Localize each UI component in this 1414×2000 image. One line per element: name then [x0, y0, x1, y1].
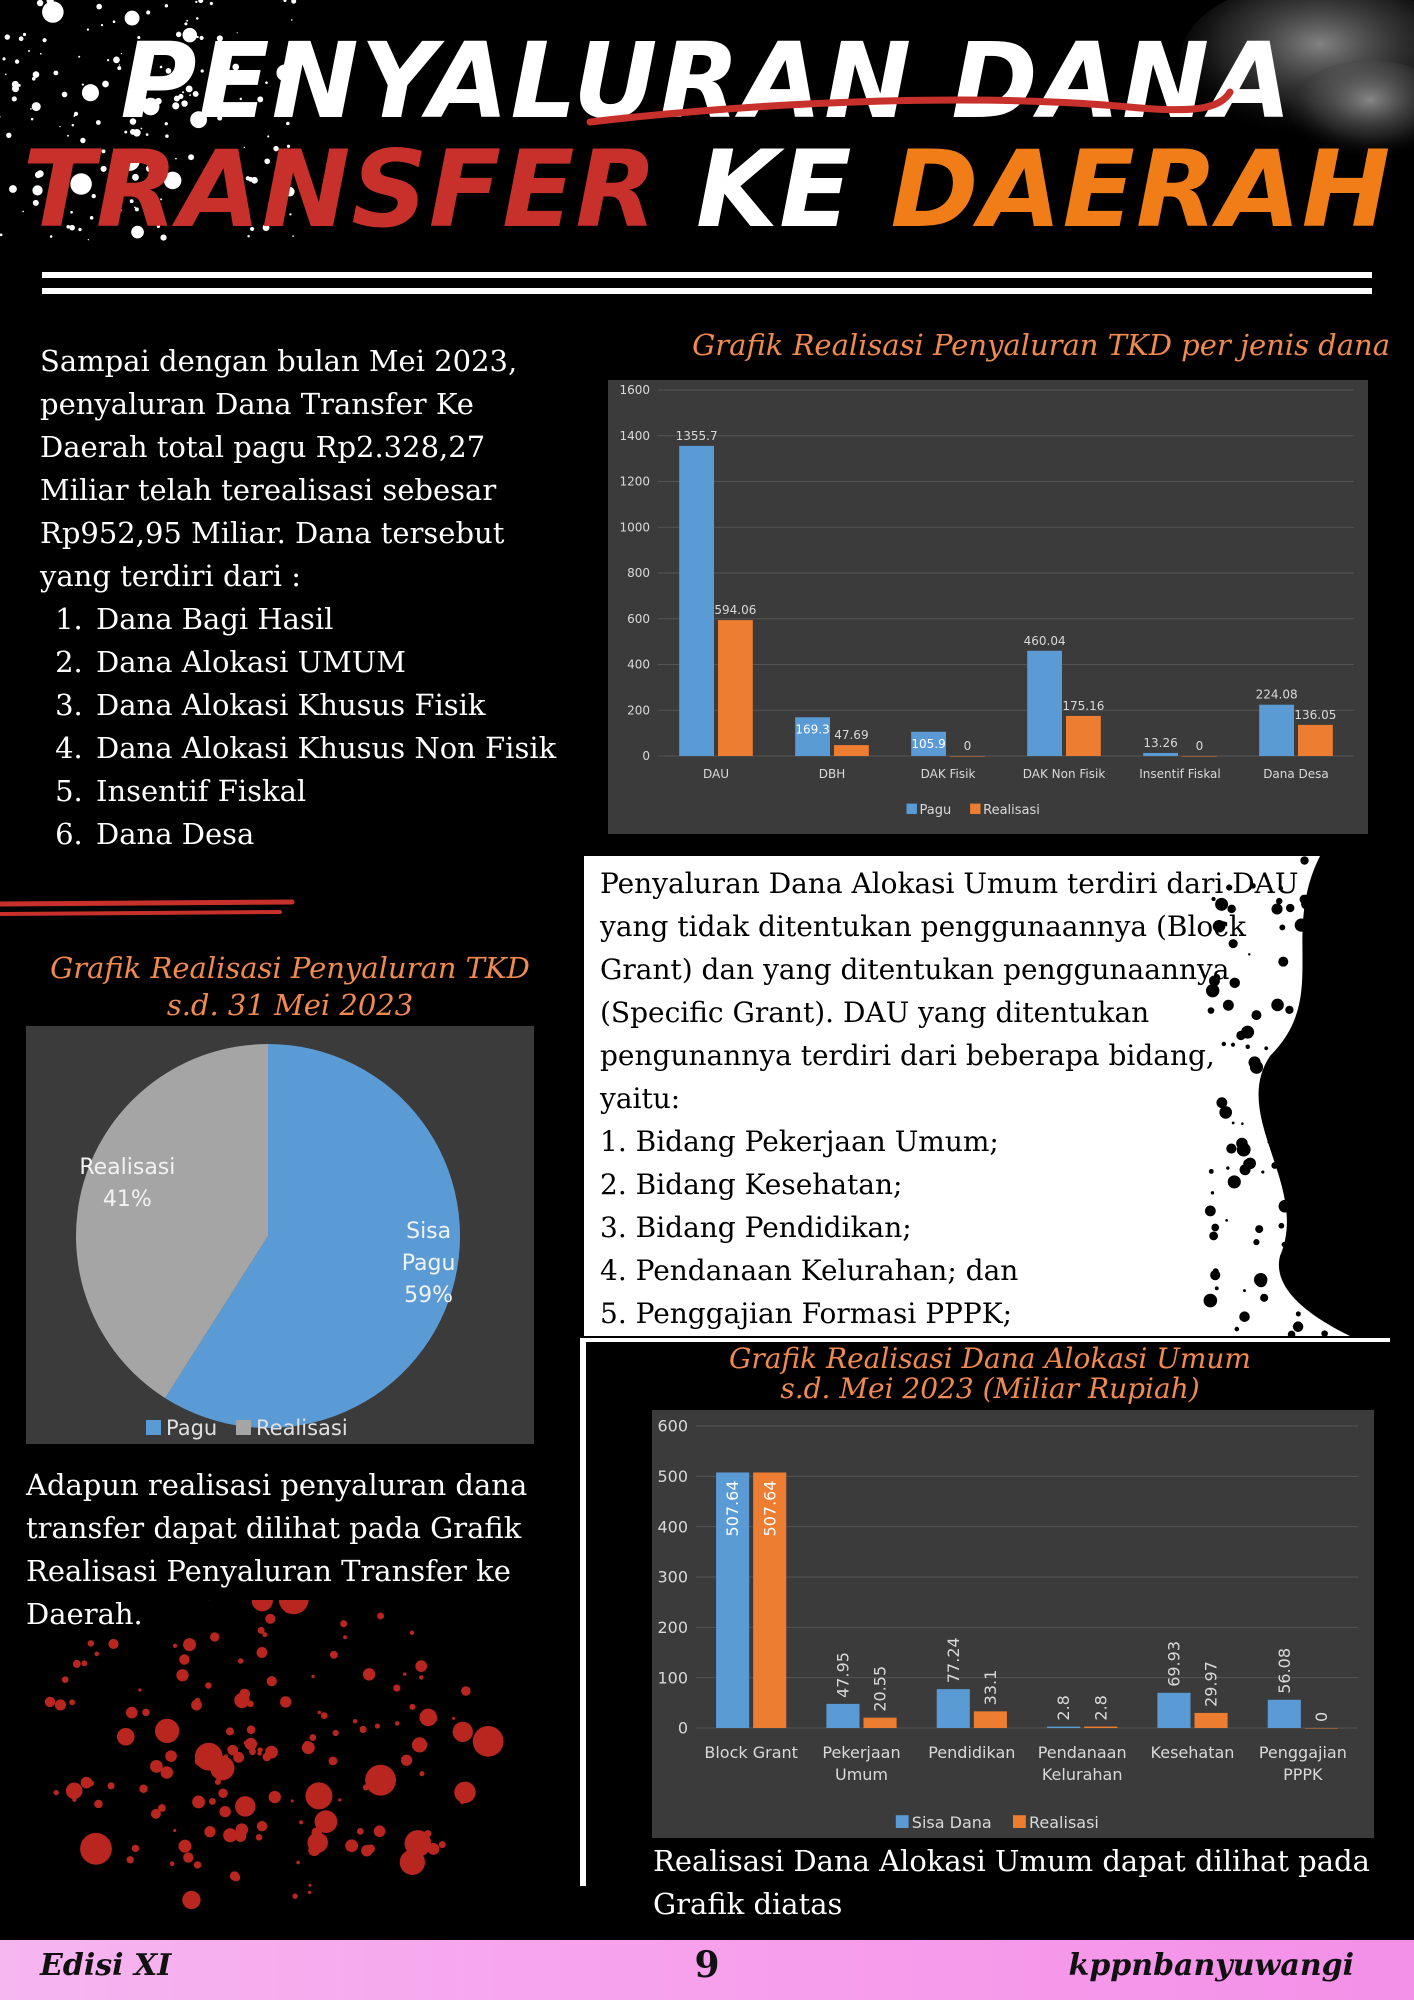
- splatter-dot: [226, 1727, 234, 1735]
- legend-label: Realisasi: [1029, 1813, 1099, 1832]
- dau-chart-title-line1: Grafik Realisasi Dana Alokasi Umum: [729, 1342, 1251, 1375]
- splatter-dot: [252, 1600, 273, 1611]
- splatter-dot: [81, 1660, 87, 1666]
- bar-sisa-dana: [1047, 1727, 1080, 1728]
- bar-sisa-dana: [1268, 1700, 1301, 1728]
- dau-line: 1. Bidang Pekerjaan Umum;: [600, 1125, 999, 1158]
- splatter-dot: [73, 1660, 81, 1668]
- splatter-dot: [321, 1712, 328, 1719]
- red-splatter-decoration: [0, 1600, 560, 1940]
- legend-label: Realisasi: [256, 1416, 348, 1440]
- legend-swatch: [1013, 1815, 1026, 1828]
- fund-type-list: [40, 598, 580, 856]
- y-tick-label: 100: [657, 1668, 688, 1688]
- splatter-dot: [170, 1861, 175, 1866]
- splatter-dot: [395, 1721, 400, 1726]
- bar-pagu: [679, 446, 714, 756]
- dau-line: 2. Bidang Kesehatan;: [600, 1168, 903, 1201]
- splatter-dot: [419, 1709, 437, 1727]
- splatter-dot: [69, 1699, 75, 1705]
- legend-swatch: [236, 1420, 251, 1435]
- bar-sisa-dana: [937, 1689, 970, 1728]
- x-category-label: PPPK: [1283, 1765, 1323, 1784]
- footer-brand: kppnbanyuwangi: [1068, 1948, 1354, 1983]
- bar-realisasi: [1182, 756, 1217, 757]
- y-tick-label: 0: [642, 749, 650, 764]
- splatter-dot: [45, 1697, 55, 1707]
- data-label: 136.05: [1294, 707, 1337, 722]
- splatter-dot: [330, 1651, 338, 1659]
- splatter-dot: [94, 1652, 99, 1657]
- splatter-dot: [1322, 922, 1327, 927]
- dau-line: Penyaluran Dana Alokasi Umum terdiri dari DAU: [600, 867, 1299, 900]
- bar-realisasi: [1298, 725, 1333, 756]
- splatter-dot: [179, 1654, 189, 1664]
- splatter-dot: [333, 1730, 339, 1736]
- splatter-dot: [173, 1829, 176, 1832]
- splatter-dot: [209, 1798, 216, 1805]
- data-label: 47.95: [833, 1652, 853, 1698]
- splatter-dot: [291, 0, 296, 4]
- splatter-dot: [400, 1850, 425, 1875]
- x-category-label: DAK Fisik: [920, 767, 976, 781]
- lower-left-paragraph: Adapun realisasi penyaluran dana transfer dapat dilihat pada Grafik Realisasi Penyaluran Transfer ke Daerah.: [26, 1468, 528, 1631]
- splatter-dot: [283, 0, 286, 2]
- splatter-dot: [453, 1722, 473, 1742]
- splatter-dot: [363, 1785, 369, 1791]
- bar-realisasi: [864, 1718, 897, 1728]
- splatter-dot: [53, 1790, 58, 1795]
- splatter-dot: [182, 1891, 200, 1909]
- splatter-dot: [292, 1893, 297, 1898]
- splatter-dot: [1324, 1113, 1334, 1123]
- bar-realisasi: [1066, 716, 1101, 756]
- splatter-dot: [96, 4, 102, 10]
- splatter-dot: [132, 1845, 139, 1852]
- splatter-dot: [291, 1799, 294, 1802]
- x-category-label: Penggajian: [1258, 1743, 1347, 1762]
- title-word-daerah: DAERAH: [890, 128, 1392, 251]
- splatter-dot: [194, 1861, 201, 1868]
- x-category-label: Pendanaan: [1037, 1743, 1127, 1762]
- data-label: 0: [963, 739, 972, 753]
- list-item: 3. Dana Alokasi Khusus Fisik: [92, 684, 580, 727]
- splatter-dot: [138, 1688, 141, 1691]
- pie-label: Realisasi: [79, 1154, 176, 1180]
- bar-pagu: [1027, 651, 1062, 756]
- y-tick-label: 600: [657, 1416, 688, 1436]
- footer-page-number: 9: [694, 1944, 720, 1986]
- data-label: 175.16: [1062, 698, 1105, 713]
- bar-pagu: [1259, 705, 1294, 756]
- data-label: 507.64: [723, 1480, 743, 1537]
- splatter-dot: [319, 1835, 327, 1843]
- splatter-dot: [1320, 959, 1325, 964]
- splatter-dot: [304, 1741, 309, 1746]
- splatter-dot: [258, 1627, 265, 1634]
- y-tick-label: 0: [677, 1718, 688, 1738]
- x-category-label: Umum: [834, 1765, 889, 1784]
- intro-paragraph: Sampai dengan bulan Mei 2023, penyaluran Dana Transfer Ke Daerah total pagu Rp2.328,27 Miliar telah terealisasi sebesar Rp952,95 Miliar. Dana tersebut yang terdiri dari :: [40, 344, 518, 593]
- header-divider-top: [42, 272, 1372, 278]
- splatter-dot: [419, 1675, 424, 1680]
- splatter-dot: [269, 1791, 281, 1803]
- splatter-dot: [238, 1658, 243, 1663]
- splatter-dot: [439, 1841, 446, 1848]
- pie-chart-title: [20, 950, 560, 1024]
- bar-sisa-dana: [826, 1704, 859, 1728]
- splatter-dot: [233, 1752, 244, 1763]
- splatter-dot: [127, 1856, 134, 1863]
- data-label: 169.3: [795, 722, 830, 737]
- y-tick-label: 200: [627, 703, 650, 718]
- legend-label: Pagu: [166, 1416, 218, 1440]
- splatter-dot: [1324, 1314, 1328, 1318]
- splatter-dot: [66, 1783, 83, 1800]
- y-tick-label: 1400: [619, 428, 650, 443]
- splatter-dot: [410, 1631, 415, 1636]
- x-category-label: Kesehatan: [1150, 1743, 1235, 1762]
- splatter-dot: [365, 1765, 396, 1796]
- chart1-title: Grafik Realisasi Penyaluran TKD per jenis dana: [692, 328, 1390, 362]
- y-tick-label: 500: [657, 1466, 688, 1486]
- red-brush-decoration: [0, 896, 300, 920]
- splatter-dot: [215, 1779, 221, 1785]
- splatter-dot: [353, 1719, 357, 1723]
- splatter-dot: [340, 1620, 347, 1627]
- bar-realisasi: [1195, 1713, 1228, 1728]
- splatter-dot: [452, 1717, 455, 1720]
- dau-line: (Specific Grant). DAU yang ditentukan: [600, 996, 1150, 1029]
- splatter-dot: [318, 1711, 322, 1715]
- splatter-dot: [265, 1746, 278, 1759]
- splatter-dot: [165, 1750, 177, 1762]
- x-category-label: Pekerjaan: [822, 1743, 901, 1762]
- splatter-dot: [37, 0, 43, 6]
- splatter-dot: [1329, 1275, 1336, 1282]
- splatter-dot: [360, 1726, 367, 1733]
- pie-label: Sisa: [406, 1219, 452, 1245]
- data-label: 507.64: [760, 1480, 780, 1537]
- splatter-dot: [249, 1748, 256, 1755]
- data-label: 224.08: [1255, 687, 1298, 702]
- bar-sisa-dana: [1157, 1693, 1190, 1728]
- y-tick-label: 200: [657, 1617, 688, 1637]
- splatter-dot: [256, 1834, 263, 1841]
- data-label: 594.06: [714, 603, 757, 618]
- splatter-dot: [234, 1693, 249, 1708]
- pie-label: Pagu: [401, 1251, 456, 1277]
- bar-realisasi: [1084, 1727, 1117, 1728]
- splatter-dot: [88, 1780, 94, 1786]
- footer-edition: Edisi XI: [40, 1948, 172, 1983]
- data-label: 13.26: [1143, 735, 1178, 750]
- dau-line: Grant) dan yang ditentukan penggunaannya: [600, 953, 1230, 986]
- data-label: 0: [1195, 739, 1204, 753]
- dau-description: [600, 862, 1320, 1335]
- bar-realisasi: [1305, 1728, 1338, 1729]
- splatter-dot: [210, 1632, 219, 1641]
- splatter-dot: [158, 1804, 166, 1812]
- splatter-dot: [1330, 936, 1340, 946]
- splatter-dot: [219, 1806, 230, 1817]
- x-category-label: Kelurahan: [1041, 1765, 1123, 1784]
- splatter-dot: [1321, 1330, 1328, 1336]
- dau-chart-title-line2: s.d. Mei 2023 (Miliar Rupiah): [780, 1372, 1200, 1405]
- legend-label: Pagu: [919, 803, 952, 818]
- splatter-dot: [338, 1798, 341, 1801]
- splatter-dot: [461, 1686, 471, 1696]
- y-tick-label: 400: [627, 657, 650, 672]
- legend-swatch: [907, 804, 917, 814]
- y-tick-label: 1600: [619, 383, 650, 398]
- splatter-dot: [235, 1830, 247, 1842]
- splatter-dot: [1334, 1038, 1343, 1047]
- splatter-dot: [1332, 1217, 1343, 1228]
- bottom-paragraph: Realisasi Dana Alokasi Umum dapat dilihat pada Grafik diatas: [653, 1844, 1370, 1921]
- data-label: 105.9: [911, 736, 946, 751]
- title-word-ke: KE: [696, 128, 853, 251]
- splatter-dot: [183, 1852, 193, 1862]
- y-tick-label: 1200: [619, 474, 650, 489]
- splatter-dot: [473, 1726, 504, 1757]
- pie-label: 41%: [102, 1186, 152, 1212]
- x-category-label: DAU: [702, 767, 730, 781]
- splatter-dot: [1333, 1108, 1346, 1121]
- splatter-dot: [72, 1798, 76, 1802]
- bar-realisasi: [950, 756, 985, 757]
- splatter-dot: [108, 1639, 118, 1649]
- section-frame-left: [580, 1338, 586, 1886]
- splatter-dot: [62, 1676, 69, 1683]
- x-category-label: Dana Desa: [1263, 767, 1329, 781]
- splatter-dot: [94, 1800, 102, 1808]
- splatter-dot: [126, 1707, 138, 1719]
- splatter-dot: [173, 1644, 177, 1648]
- splatter-dot: [218, 1789, 227, 1798]
- splatter-dot: [165, 4, 168, 7]
- splatter-dot: [1325, 1037, 1334, 1046]
- splatter-dot: [375, 1723, 380, 1728]
- splatter-dot: [374, 1825, 386, 1837]
- legend-label: Realisasi: [983, 803, 1040, 818]
- bar-pagu: [1143, 753, 1178, 756]
- tkd-pie-chart: [26, 1026, 534, 1444]
- dau-line: 5. Penggajian Formasi PPPK;: [600, 1297, 1013, 1330]
- splatter-dot: [296, 1861, 300, 1865]
- y-tick-label: 600: [627, 611, 650, 626]
- y-tick-label: 400: [657, 1517, 688, 1537]
- dau-realisasi-chart: [652, 1410, 1374, 1838]
- splatter-dot: [257, 1747, 262, 1752]
- splatter-dot: [460, 1800, 465, 1805]
- splatter-dot: [55, 1699, 66, 1710]
- splatter-dot: [247, 1725, 256, 1734]
- page-title-line2: [0, 128, 1414, 251]
- legend-swatch: [896, 1815, 909, 1828]
- splatter-dot: [412, 1737, 427, 1752]
- splatter-dot: [210, 2, 213, 5]
- dau-line: pengunannya terdiri dari beberapa bidang,: [600, 1039, 1215, 1072]
- splatter-dot: [1336, 1179, 1338, 1181]
- splatter-dot: [1335, 1145, 1338, 1148]
- splatter-dot: [363, 1668, 375, 1680]
- splatter-dot: [117, 1728, 135, 1746]
- x-category-label: Block Grant: [704, 1743, 798, 1762]
- splatter-dot: [267, 1676, 277, 1686]
- splatter-dot: [280, 1696, 291, 1707]
- data-label: 33.1: [980, 1669, 1000, 1706]
- y-tick-label: 1000: [619, 520, 650, 535]
- splatter-dot: [454, 1782, 475, 1803]
- legend-swatch: [146, 1420, 161, 1435]
- data-label: 56.08: [1274, 1647, 1294, 1694]
- bar-realisasi: [974, 1711, 1007, 1728]
- data-label: 2.8: [1091, 1695, 1111, 1721]
- dau-line: 4. Pendanaan Kelurahan; dan: [600, 1254, 1019, 1287]
- splatter-dot: [1333, 1209, 1336, 1212]
- splatter-dot: [224, 1754, 228, 1758]
- data-label: 47.69: [834, 728, 869, 743]
- splatter-dot: [403, 1672, 406, 1675]
- data-label: 77.24: [943, 1637, 963, 1684]
- list-item: 6. Dana Desa: [92, 813, 580, 856]
- splatter-dot: [195, 1, 197, 3]
- splatter-dot: [257, 1821, 267, 1831]
- tkd-per-jenis-chart: [608, 380, 1368, 834]
- splatter-dot: [204, 1826, 215, 1837]
- splatter-dot: [366, 1844, 375, 1853]
- x-category-label: Insentif Fiskal: [1139, 767, 1221, 781]
- splatter-dot: [178, 1840, 191, 1853]
- splatter-dot: [1326, 1193, 1330, 1197]
- splatter-dot: [146, 10, 150, 14]
- data-label: 29.97: [1201, 1661, 1221, 1707]
- pie-chart-title-line1: Grafik Realisasi Penyaluran TKD: [50, 951, 530, 985]
- splatter-dot: [311, 1675, 314, 1678]
- x-category-label: DBH: [818, 767, 846, 781]
- splatter-dot: [183, 1638, 196, 1651]
- pie-chart-title-line2: s.d. 31 Mei 2023: [166, 988, 414, 1022]
- list-item: 4. Dana Alokasi Khusus Non Fisik: [92, 727, 580, 770]
- splatter-dot: [393, 1685, 400, 1692]
- splatter-dot: [230, 1871, 239, 1880]
- splatter-dot: [409, 1704, 415, 1710]
- splatter-dot: [308, 1884, 311, 1887]
- splatter-dot: [108, 1782, 115, 1789]
- splatter-dot: [343, 1635, 347, 1639]
- splatter-dot: [401, 1755, 412, 1766]
- splatter-dot: [415, 1660, 427, 1672]
- splatter-dot: [245, 1738, 257, 1750]
- x-category-label: DAK Non Fisik: [1022, 767, 1106, 781]
- splatter-dot: [345, 1839, 358, 1852]
- splatter-dot: [256, 1647, 267, 1658]
- data-label: 69.93: [1164, 1640, 1184, 1687]
- splatter-dot: [205, 1682, 211, 1688]
- y-tick-label: 300: [657, 1567, 688, 1587]
- bar-realisasi: [718, 620, 753, 756]
- data-label: 20.55: [870, 1665, 890, 1712]
- dau-line: yaitu:: [600, 1082, 681, 1115]
- data-label: 1355.7: [675, 428, 718, 443]
- splatter-dot: [433, 1718, 437, 1722]
- splatter-dot: [308, 1891, 311, 1894]
- intro-section: [40, 340, 580, 856]
- splatter-dot: [192, 1796, 205, 1809]
- splatter-dot: [142, 1709, 149, 1716]
- splatter-dot: [139, 1785, 147, 1793]
- splatter-dot: [195, 1698, 201, 1704]
- list-item: 5. Insentif Fiskal: [92, 770, 580, 813]
- splatter-dot: [1331, 882, 1339, 890]
- data-label: 460.04: [1023, 633, 1066, 648]
- splatter-dot: [155, 1719, 179, 1743]
- page-title-line1: PENYALURAN DANA: [120, 20, 1294, 142]
- splatter-dot: [424, 1830, 431, 1837]
- dau-chart-title: [600, 1344, 1380, 1404]
- x-category-label: Pendidikan: [928, 1743, 1016, 1762]
- splatter-dot: [198, 0, 203, 3]
- splatter-dot: [88, 1640, 94, 1646]
- splatter-dot: [299, 1820, 303, 1824]
- splatter-dot: [80, 1833, 112, 1865]
- list-item: 2. Dana Alokasi UMUM: [92, 641, 580, 684]
- y-tick-label: 800: [627, 566, 650, 581]
- data-label: 0: [1311, 1711, 1331, 1722]
- splatter-dot: [150, 1760, 163, 1773]
- header-divider-bottom: [42, 288, 1372, 294]
- pie-label: 59%: [404, 1283, 454, 1309]
- splatter-dot: [419, 1771, 424, 1776]
- splatter-dot: [176, 1669, 188, 1681]
- legend-label: Sisa Dana: [911, 1813, 992, 1832]
- splatter-dot: [309, 1734, 316, 1741]
- splatter-dot: [279, 1600, 309, 1614]
- splatter-dot: [377, 1612, 384, 1619]
- splatter-dot: [1324, 908, 1331, 915]
- legend-swatch: [970, 804, 980, 814]
- splatter-dot: [50, 8, 51, 9]
- dau-line: 3. Bidang Pendidikan;: [600, 1211, 912, 1244]
- splatter-dot: [235, 1796, 255, 1816]
- dau-line: yang tidak ditentukan penggunaannya (Block: [600, 910, 1246, 943]
- splatter-dot: [357, 1828, 364, 1835]
- list-item: 1. Dana Bagi Hasil: [92, 598, 580, 641]
- bar-realisasi: [834, 745, 869, 756]
- data-label: 2.8: [1054, 1695, 1074, 1721]
- splatter-dot: [329, 1756, 338, 1765]
- splatter-dot: [195, 1755, 207, 1767]
- splatter-dot: [265, 1614, 275, 1624]
- splatter-dot: [428, 1843, 440, 1855]
- title-word-transfer: TRANSFER: [22, 128, 659, 251]
- splatter-dot: [305, 1782, 332, 1809]
